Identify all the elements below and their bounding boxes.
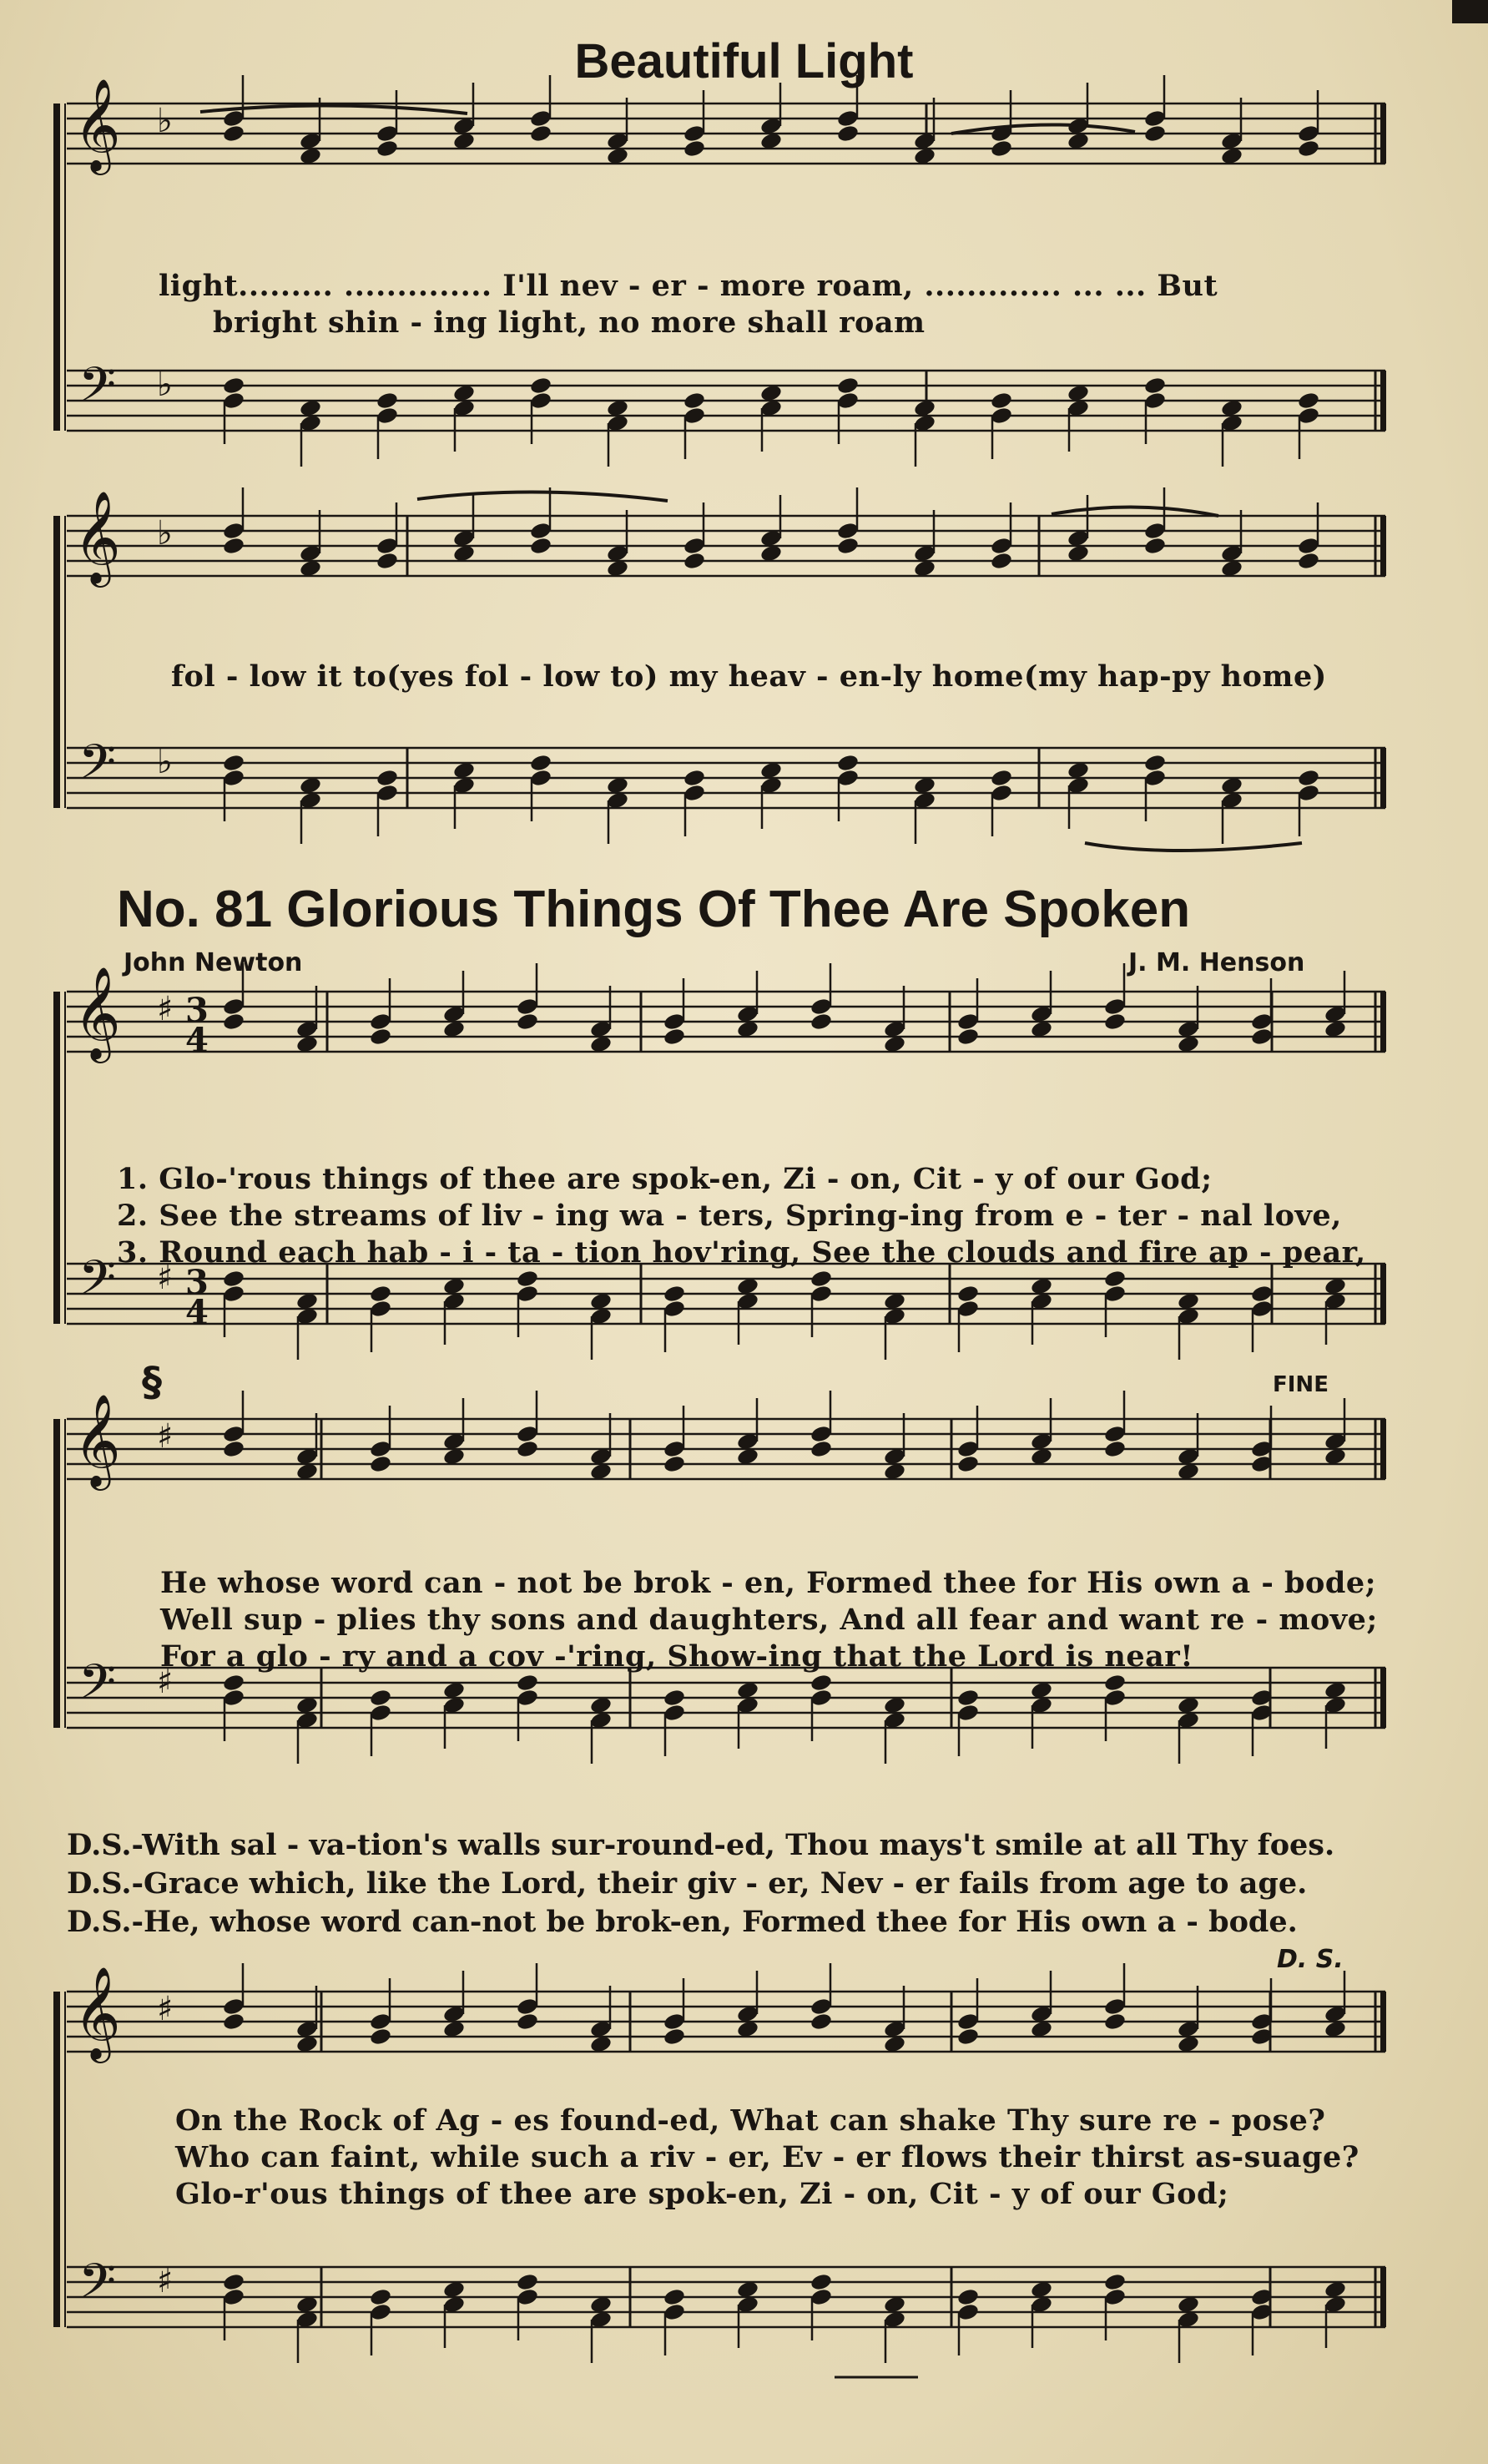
treble-note-notehead [1103, 1439, 1127, 1458]
treble-staff-end-bar [1380, 1992, 1386, 2052]
bass-note-notehead [1297, 391, 1320, 410]
treble-note-notehead [1297, 551, 1320, 570]
verse-1-line-1: 1. Glo-'rous things of thee are spok-en, Zi - on, Cit - y of our God; [117, 1162, 1213, 1196]
treble-note-notehead [376, 551, 399, 570]
treble-note-notehead [810, 1012, 833, 1031]
refrain-line-2: Who can faint, while such a riv - er, Ev - er flows their thirst as-suage? [175, 2140, 1359, 2174]
treble-staff-end-bar [1380, 104, 1386, 164]
treble-note-notehead [990, 551, 1013, 570]
bass-note-notehead [516, 1269, 539, 1288]
bass-clef: 𝄢 [78, 356, 117, 425]
lyric-line: bright shin - ing light, no more shall roam [213, 305, 926, 340]
ds-mark: D. S. [1277, 1945, 1344, 1974]
key-signature: ♯ [157, 1990, 174, 2028]
bass-note-notehead [1250, 1284, 1274, 1303]
bass-note-notehead [529, 753, 552, 772]
treble-note-notehead [836, 124, 860, 143]
treble-note-notehead [956, 1454, 980, 1473]
words-credit: John Newton [124, 948, 303, 977]
time-signature: 3 [185, 991, 209, 1030]
bass-note-notehead [683, 768, 706, 787]
song-number-title: No. 81 Glorious Things Of Thee Are Spoken [117, 881, 1191, 938]
key-signature: ♯ [157, 1663, 174, 1701]
treble-note-notehead [222, 124, 245, 143]
bass-note-notehead [222, 1269, 245, 1288]
slur [1085, 843, 1302, 851]
ds-line-3: D.S.-He, whose word can-not be brok-en, Formed thee for His own a - bode. [67, 1905, 1298, 1939]
bass-note-notehead [376, 768, 399, 787]
treble-note-notehead [369, 1454, 392, 1473]
system-brace [53, 1992, 60, 2327]
treble-note-notehead [663, 1027, 686, 1046]
scan-edge [1452, 0, 1488, 23]
bass-note-notehead [222, 1673, 245, 1692]
treble-note-notehead [956, 2027, 980, 2046]
bass-clef: 𝄢 [78, 2253, 117, 2321]
key-signature: ♭ [157, 743, 173, 781]
slur [1052, 507, 1218, 516]
bass-staff-end-bar [1380, 2267, 1386, 2327]
treble-note-notehead [376, 139, 399, 158]
bass-note-notehead [810, 1673, 833, 1692]
treble-staff-end-bar [1380, 1419, 1386, 1479]
treble-clef: 𝄞 [73, 1966, 121, 2059]
bass-note-notehead [810, 2272, 833, 2291]
slur [951, 124, 1135, 134]
treble-note-notehead [529, 536, 552, 555]
bass-clef: 𝄢 [78, 734, 117, 802]
treble-note-notehead [836, 536, 860, 555]
time-signature: 4 [185, 1293, 209, 1332]
bass-note-notehead [956, 2287, 980, 2306]
song-title-beautiful-light: Beautiful Light [574, 34, 914, 88]
treble-note-notehead [516, 1012, 539, 1031]
bass-note-notehead [836, 753, 860, 772]
treble-note-notehead [369, 2027, 392, 2046]
system-brace [53, 1419, 60, 1728]
key-signature: ♭ [157, 102, 173, 140]
bass-note-notehead [810, 1269, 833, 1288]
slur [417, 492, 668, 501]
bass-note-notehead [222, 753, 245, 772]
key-signature: ♭ [157, 514, 173, 553]
treble-note-notehead [1250, 1027, 1274, 1046]
treble-note-notehead [222, 2012, 245, 2031]
verse-3-line-2: For a glo - ry and a cov -'ring, Show-ing that the Lord is near! [160, 1639, 1194, 1674]
treble-clef: 𝄞 [73, 490, 121, 583]
time-signature: 4 [185, 1021, 209, 1060]
bass-note-notehead [369, 2287, 392, 2306]
treble-note-notehead [1103, 2012, 1127, 2031]
verse-1-line-2: He whose word can - not be brok - en, Formed thee for His own a - bode; [160, 1566, 1377, 1600]
bass-note-notehead [990, 768, 1013, 787]
treble-note-notehead [1143, 124, 1167, 143]
bass-note-notehead [990, 391, 1013, 410]
ds-line-2: D.S.-Grace which, like the Lord, their giv - er, Nev - er fails from age to age. [67, 1866, 1308, 1901]
verse-2-line-1: 2. See the streams of liv - ing wa - ters, Spring-ing from e - ter - nal love, [117, 1199, 1342, 1233]
treble-note-notehead [222, 1439, 245, 1458]
refrain-line-1: On the Rock of Ag - es found-ed, What can shake Thy sure re - pose? [175, 2103, 1326, 2138]
bass-note-notehead [683, 391, 706, 410]
system-brace [53, 104, 60, 431]
system-brace [53, 992, 60, 1324]
treble-note-notehead [663, 2027, 686, 2046]
bass-staff-end-bar [1380, 371, 1386, 431]
bass-note-notehead [836, 376, 860, 395]
bass-clef: 𝄢 [78, 1654, 117, 1722]
treble-note-notehead [529, 124, 552, 143]
bass-note-notehead [222, 376, 245, 395]
bass-note-notehead [1103, 1673, 1127, 1692]
bass-note-notehead [663, 1284, 686, 1303]
segno-sign: § [142, 1359, 162, 1406]
treble-note-notehead [1297, 139, 1320, 158]
treble-staff-end-bar [1380, 516, 1386, 576]
bass-note-notehead [1143, 376, 1167, 395]
bass-note-notehead [1103, 2272, 1127, 2291]
system-brace [53, 516, 60, 808]
bass-note-notehead [376, 391, 399, 410]
bass-staff-end-bar [1380, 1668, 1386, 1728]
bass-note-notehead [529, 376, 552, 395]
treble-note-notehead [810, 1439, 833, 1458]
treble-note-notehead [1103, 1012, 1127, 1031]
treble-clef: 𝄞 [73, 78, 121, 171]
treble-note-notehead [663, 1454, 686, 1473]
bass-note-notehead [369, 1284, 392, 1303]
key-signature: ♯ [157, 1259, 174, 1297]
bass-note-notehead [956, 1284, 980, 1303]
bass-note-notehead [516, 2272, 539, 2291]
bass-clef: 𝄢 [78, 1250, 117, 1318]
treble-note-notehead [222, 536, 245, 555]
treble-note-notehead [369, 1027, 392, 1046]
bass-note-notehead [516, 1673, 539, 1692]
treble-note-notehead [683, 551, 706, 570]
treble-note-notehead [990, 139, 1013, 158]
lyric-line: light......... .............. I'll nev - er - more roam, ............. ... ... But [159, 269, 1218, 303]
treble-note-notehead [516, 1439, 539, 1458]
ds-line-1: D.S.-With sal - va-tion's walls sur-round-ed, Thou mays't smile at all Thy foes. [67, 1828, 1335, 1862]
treble-clef: 𝄞 [73, 966, 121, 1059]
key-signature: ♭ [157, 366, 173, 404]
bass-note-notehead [1103, 1269, 1127, 1288]
treble-note-notehead [683, 139, 706, 158]
fine-mark: FINE [1273, 1372, 1329, 1397]
bass-note-notehead [956, 1688, 980, 1707]
bass-note-notehead [222, 2272, 245, 2291]
treble-note-notehead [810, 2012, 833, 2031]
key-signature: ♯ [157, 2262, 174, 2300]
treble-clef: 𝄞 [73, 1393, 121, 1487]
time-signature: 3 [185, 1263, 209, 1302]
treble-note-notehead [956, 1027, 980, 1046]
bass-note-notehead [1143, 753, 1167, 772]
verse-2-line-2: Well sup - plies thy sons and daughters, And all fear and want re - move; [160, 1603, 1378, 1637]
treble-note-notehead [1143, 536, 1167, 555]
bass-note-notehead [663, 2287, 686, 2306]
key-signature: ♯ [157, 990, 174, 1028]
treble-note-notehead [222, 1012, 245, 1031]
verse-3-line-1: 3. Round each hab - i - ta - tion hov'ring, See the clouds and fire ap - pear, [117, 1235, 1366, 1270]
bass-note-notehead [369, 1688, 392, 1707]
lyric-line: fol - low it to(yes fol - low to) my heav - en-ly home(my hap-py home) [171, 659, 1327, 694]
key-signature: ♯ [157, 1417, 174, 1456]
bass-note-notehead [1297, 768, 1320, 787]
music-credit: J. M. Henson [1128, 948, 1305, 977]
treble-staff-end-bar [1380, 992, 1386, 1052]
refrain-line-3: Glo-r'ous things of thee are spok-en, Zi - on, Cit - y of our God; [175, 2177, 1229, 2211]
treble-note-notehead [516, 2012, 539, 2031]
bass-staff-end-bar [1380, 748, 1386, 808]
bass-note-notehead [663, 1688, 686, 1707]
bass-staff-end-bar [1380, 1264, 1386, 1324]
